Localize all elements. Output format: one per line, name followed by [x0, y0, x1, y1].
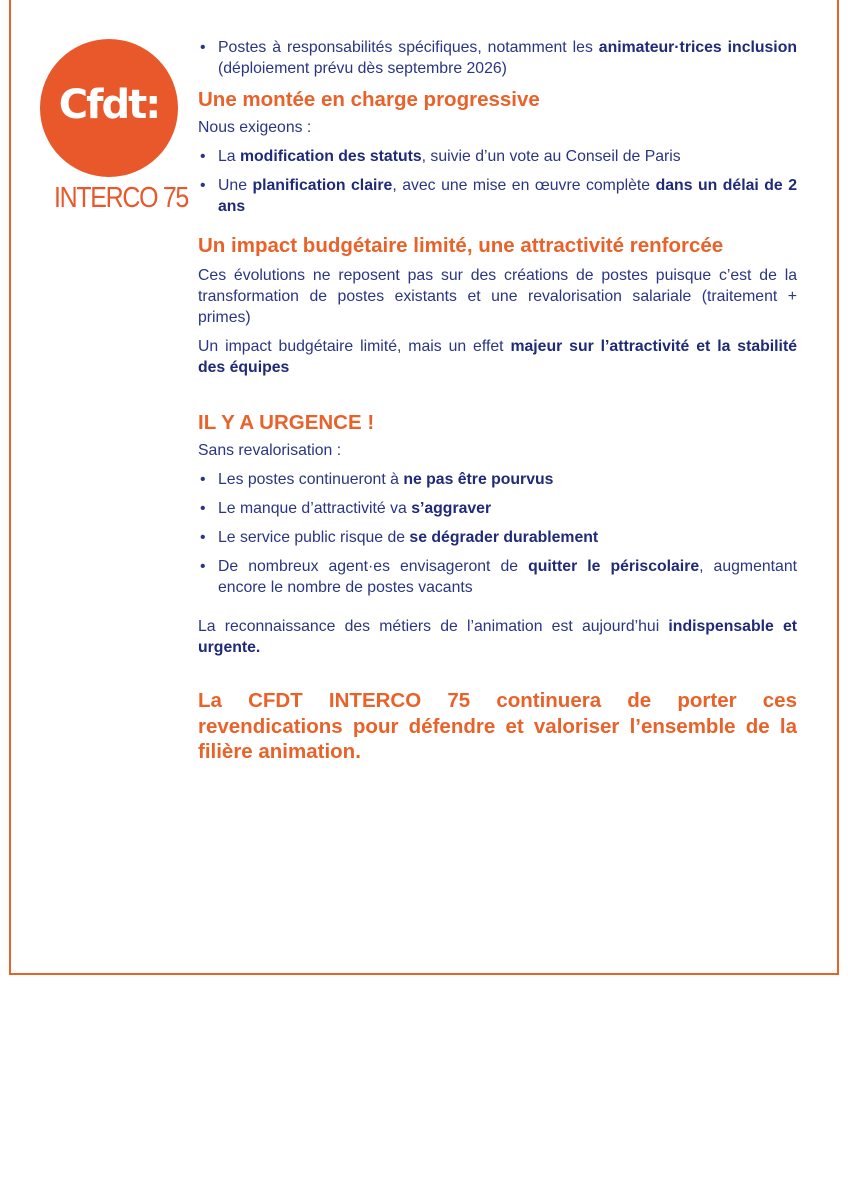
- intro-list: [198, 37, 797, 79]
- paragraph: Un impact budgétaire limité, mais un effet majeur sur l’attractivité et la stabilité des équipes: [198, 338, 797, 376]
- list-item: • Postes à responsabilités spécifiques, notamment les animateur·trices inclusion (déploiement prévu dès septembre 2026): [198, 37, 797, 79]
- demands-list: [198, 146, 797, 217]
- section-title-budget: Un impact budgétaire limité, une attractivité renforcée: [198, 234, 724, 257]
- paragraph: Ces évolutions ne reposent pas sur des créations de postes puisque c’est de la transformation de postes existants et une revalorisation salariale (traitement + primes): [198, 267, 797, 326]
- section-lead: Nous exigeons :: [198, 119, 312, 136]
- section-title-urgency: IL Y A URGENCE !: [198, 411, 375, 434]
- list-item: • La modification des statuts, suivie d’un vote au Conseil de Paris: [198, 146, 797, 167]
- main-content: [198, 37, 797, 765]
- list-item: • Le manque d’attractivité va s’aggraver: [198, 498, 797, 519]
- closing-paragraph: La reconnaissance des métiers de l’animation est aujourd’hui indispensable et urgente.: [198, 618, 797, 656]
- risks-list: [198, 469, 797, 598]
- logo-subtitle: INTERCO 75: [54, 182, 189, 214]
- list-item: • Les postes continueront à ne pas être pourvus: [198, 469, 797, 490]
- list-item: • Une planification claire, avec une mise en œuvre complète dans un délai de 2 ans: [198, 175, 797, 217]
- section-lead: Sans revalorisation :: [198, 442, 342, 459]
- list-item: • Le service public risque de se dégrader durablement: [198, 527, 797, 548]
- section-title-progressive: Une montée en charge progressive: [198, 88, 540, 111]
- logo-mark: Cfdt:: [58, 82, 160, 128]
- list-item: • De nombreux agent·es envisageront de quitter le périscolaire, augmentant encore le nombre de postes vacants: [198, 556, 797, 598]
- cfdt-logo: [40, 39, 178, 177]
- final-statement: La CFDT INTERCO 75 continuera de porter ces revendications pour défendre et valoriser l’ensemble de la filière animation.: [198, 689, 797, 763]
